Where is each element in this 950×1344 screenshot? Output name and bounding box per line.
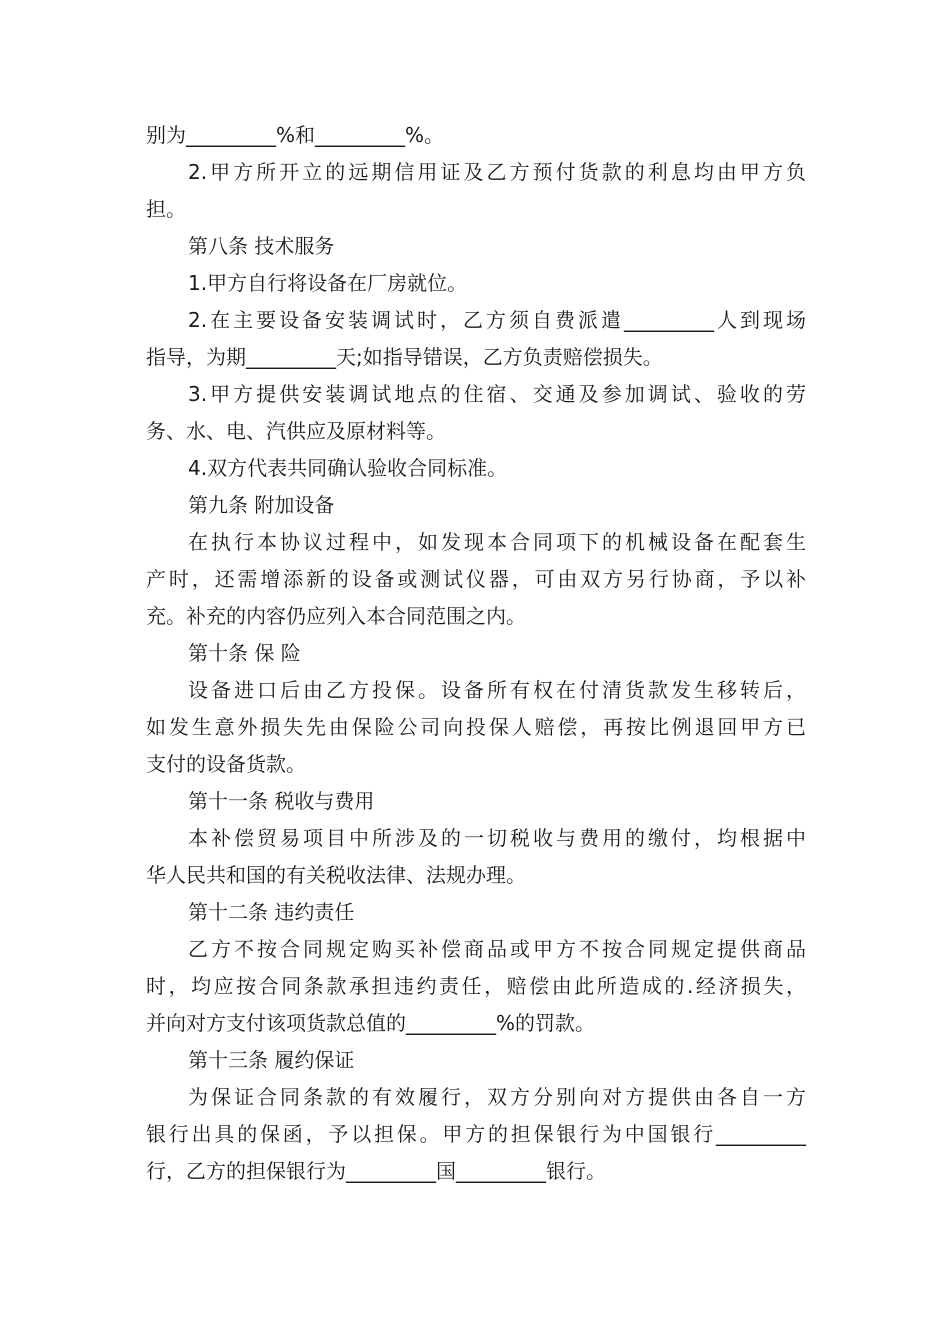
text-line: 本补偿贸易项目中所涉及的一切税收与费用的缴付，均根据中	[188, 826, 806, 850]
text-line: 担。	[146, 197, 186, 221]
text-line: 设备进口后由乙方投保。设备所有权在付清货款发生移转后，	[188, 678, 806, 702]
text-line: 第十条 保 险	[188, 641, 301, 665]
text-line: 务、水、电、汽供应及原材料等。	[146, 419, 446, 443]
text-line: 为保证合同条款的有效履行，双方分别向对方提供由各自一方	[188, 1085, 806, 1109]
text-line: 别为_________%和_________%。	[146, 123, 445, 147]
text-line: 1.甲方自行将设备在厂房就位。	[188, 271, 468, 295]
text-line: 4.双方代表共同确认验收合同标准。	[188, 456, 508, 480]
text-line: 第九条 附加设备	[188, 493, 335, 517]
text-line: 支付的设备货款。	[146, 752, 306, 776]
text-line: 2.在主要设备安装调试时，乙方须自费派遣_________人到现场	[188, 308, 806, 332]
text-line: 第十一条 税收与费用	[188, 789, 375, 813]
text-line: 2.甲方所开立的远期信用证及乙方预付货款的利息均由甲方负	[188, 160, 806, 184]
text-line: 充。补充的内容仍应列入本合同范围之内。	[146, 604, 526, 628]
text-line: 乙方不按合同规定购买补偿商品或甲方不按合同规定提供商品	[188, 937, 806, 961]
text-line: 第十二条 违约责任	[188, 900, 355, 924]
text-line: 行，乙方的担保银行为_________国_________银行。	[146, 1159, 606, 1183]
text-line: 第十三条 履约保证	[188, 1048, 355, 1072]
text-line: 银行出具的保函，予以担保。甲方的担保银行为中国银行_________	[146, 1122, 806, 1146]
text-line: 如发生意外损失先由保险公司向投保人赔偿，再按比例退回甲方已	[146, 715, 806, 739]
text-line: 指导，为期_________天;如指导错误，乙方负责赔偿损失。	[146, 345, 663, 369]
text-line: 华人民共和国的有关税收法律、法规办理。	[146, 863, 526, 887]
text-line: 在执行本协议过程中，如发现本合同项下的机械设备在配套生	[188, 530, 806, 554]
text-line: 3.甲方提供安装调试地点的住宿、交通及参加调试、验收的劳	[188, 382, 806, 406]
text-line: 第八条 技术服务	[188, 234, 335, 258]
text-line: 产时，还需增添新的设备或测试仪器，可由双方另行协商，予以补	[146, 567, 806, 591]
document-body	[146, 117, 806, 1190]
text-line: 并向对方支付该项货款总值的_________%的罚款。	[146, 1011, 596, 1035]
text-line: 时，均应按合同条款承担违约责任，赔偿由此所造成的.经济损失，	[146, 974, 806, 998]
